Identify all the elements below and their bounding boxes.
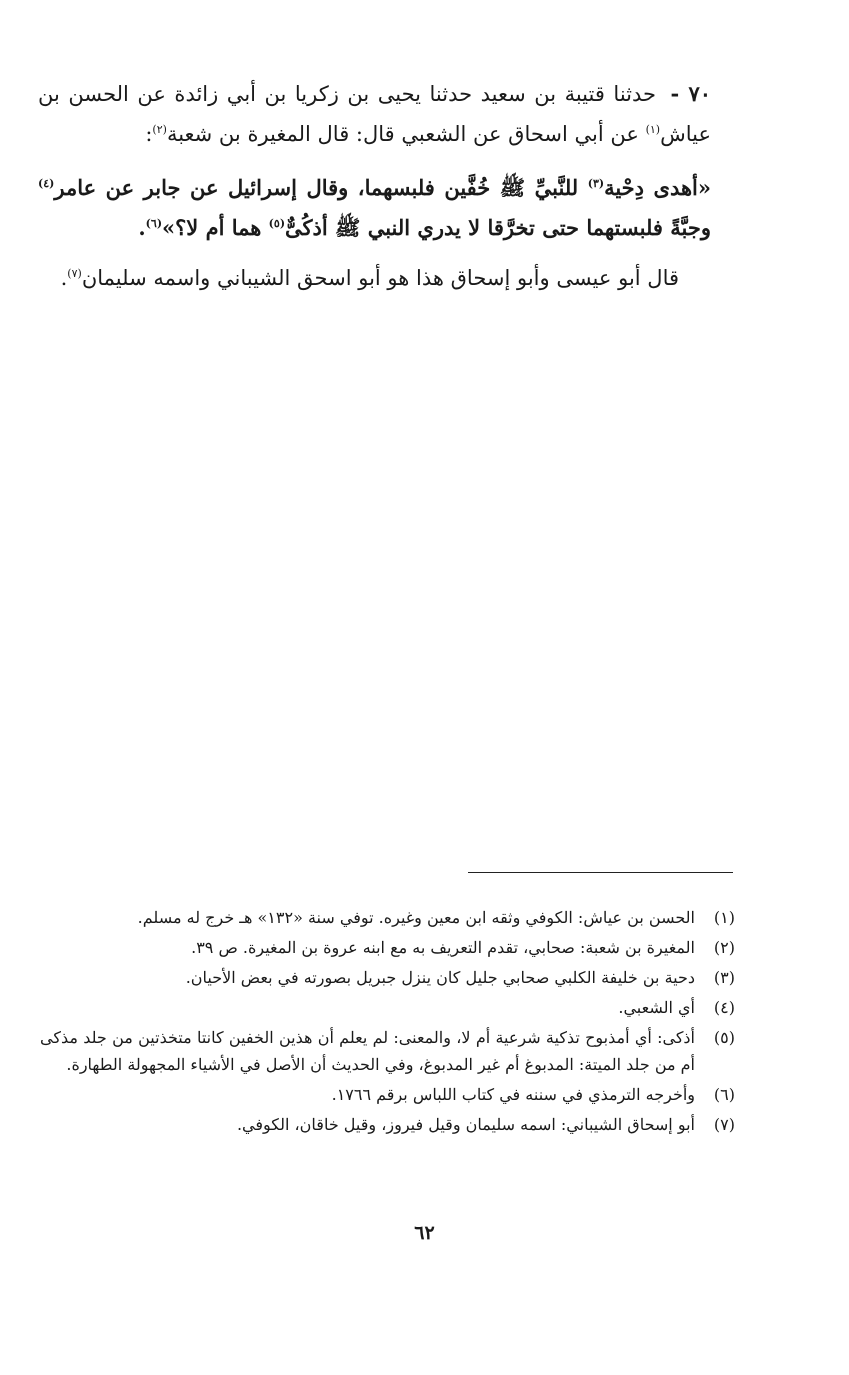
footnote-ref-1: (١) [645, 123, 661, 136]
footnote-item [40, 904, 735, 931]
footnote-ref-6: (٦) [145, 217, 163, 230]
footnote-number: (٥) [713, 1028, 735, 1047]
footnote-ref-2: (٢) [152, 123, 167, 136]
footnotes [40, 904, 735, 1141]
footnote-item [40, 934, 735, 961]
footnote-number: (٤) [713, 998, 735, 1017]
footnote-number: (٣) [713, 968, 735, 987]
hadith-number: ٧٠ - [670, 81, 711, 106]
footnote-text: وأخرجه الترمذي في سننه في كتاب اللباس برقم ١٧٦٦. [331, 1085, 695, 1104]
footnote-text: المغيرة بن شعبة: صحابي، تقدم التعريف به مع ابنه عروة بن المغيرة. ص ٣٩. [191, 938, 695, 957]
main-text [38, 74, 711, 298]
matn-text-5: . [138, 215, 146, 240]
footnote-item [40, 1081, 735, 1108]
footnote-text: أبو إسحاق الشيباني: اسمه سليمان وقيل فيروز، وقيل خاقان، الكوفي. [236, 1115, 695, 1134]
isnad-text-2: عن أبي اسحاق عن الشعبي قال: قال المغيرة بن شعبة [166, 122, 646, 146]
footnote-text: أذكى: أي أمذبوح تذكية شرعية أم لا، والمعنى: لم يعلم أن هذين الخفين كانتا متخذتين من جلد مذكى أم من جلد الميتة: المدبوغ أم غير المدبوغ، وفي الحديث أن الأصل في الأشياء المجهولة الطهارة. [40, 1028, 695, 1074]
isnad-text-1: حدثنا قتيبة بن سعيد حدثنا يحيى بن زكريا بن أبي زائدة عن الحسن بن عياش [38, 82, 711, 146]
footnote-text: الحسن بن عياش: الكوفي وثقه ابن معين وغيره. توفي سنة «١٣٢» هـ خرج له مسلم. [137, 908, 695, 927]
matn-text-1: «أهدى دِحْية [604, 175, 712, 200]
footnote-text: دحية بن خليفة الكلبي صحابي جليل كان ينزل جبريل بصورته في بعض الأحيان. [185, 968, 695, 987]
note-text-2: . [60, 266, 68, 290]
matn-paragraph [38, 168, 711, 248]
matn-text-3: وجبَّةً فلبستهما حتى تخرَّقا لا يدري النبي ﷺ أذكُىٌّ [285, 215, 711, 240]
footnote-text: أي الشعبي. [618, 998, 695, 1017]
footnote-item [40, 994, 735, 1021]
footnote-number: (١) [713, 908, 735, 927]
footnote-item [40, 1111, 735, 1138]
footnote-number: (٢) [713, 938, 735, 957]
footnote-ref-4: (٤) [38, 177, 55, 190]
matn-text-2: للنَّبيِّ ﷺ خُفَّين فلبسهما، وقال إسرائيل عن جابر عن عامر [54, 175, 588, 200]
note-paragraph [38, 258, 711, 298]
isnad-paragraph [38, 74, 711, 154]
isnad-text-3: : [145, 122, 153, 146]
note-text-1: قال أبو عيسى وأبو إسحاق هذا هو أبو اسحق الشيباني واسمه سليمان [81, 266, 679, 290]
footnote-ref-5: (٥) [268, 217, 286, 230]
footnote-number: (٧) [713, 1115, 735, 1134]
footnote-item [40, 964, 735, 991]
footnote-ref-7: (٧) [67, 267, 82, 280]
footnote-separator [468, 872, 733, 873]
page-number: ٦٢ [414, 1222, 435, 1244]
matn-text-4: هما أم لا؟» [162, 215, 269, 240]
footnote-item [40, 1024, 735, 1078]
footnote-ref-3: (٣) [587, 177, 605, 190]
footnote-number: (٦) [713, 1085, 735, 1104]
